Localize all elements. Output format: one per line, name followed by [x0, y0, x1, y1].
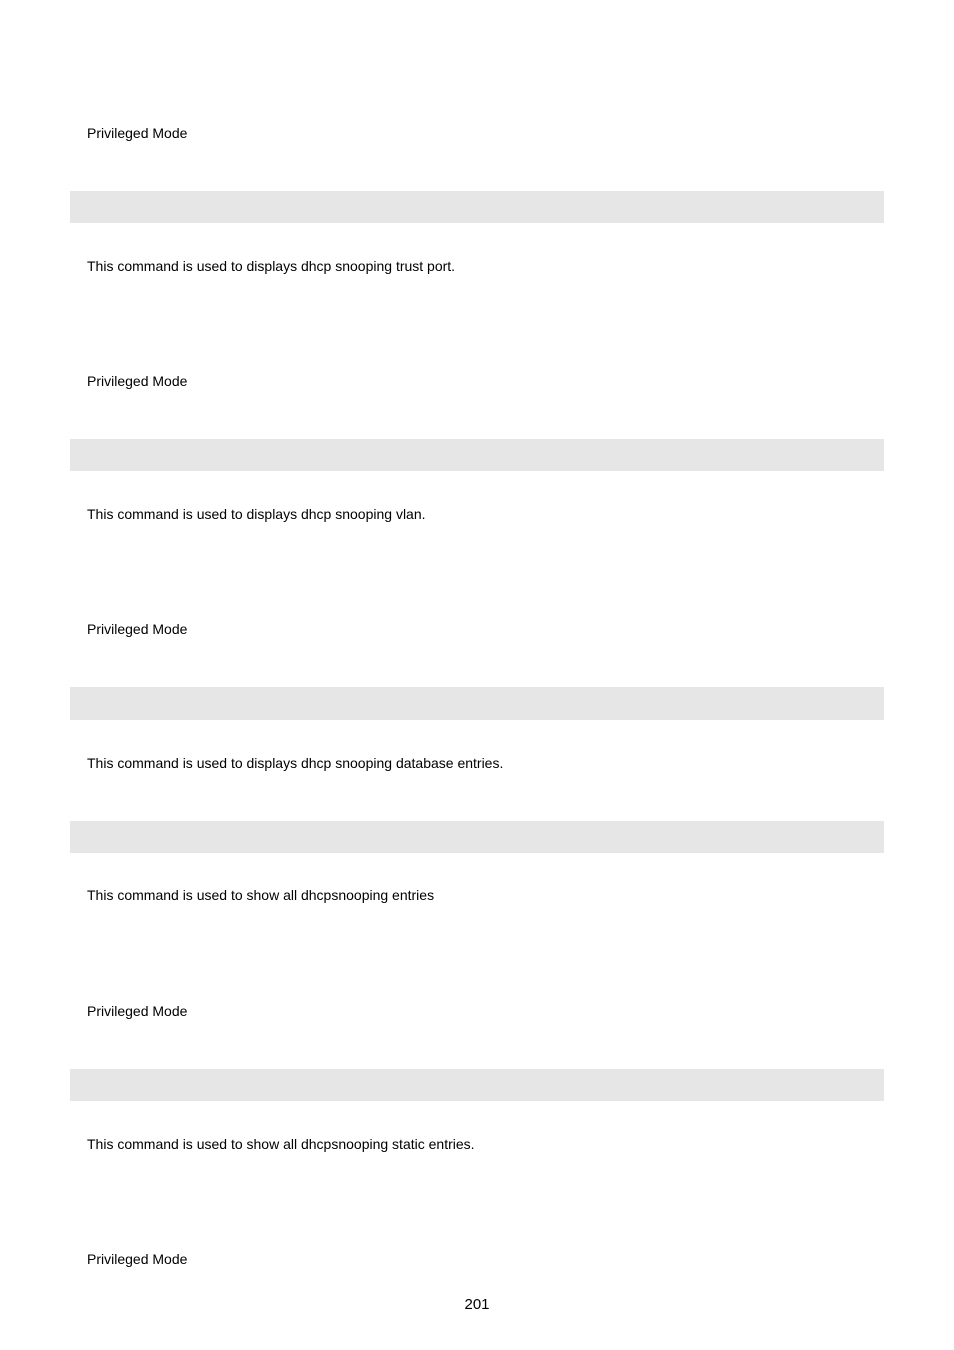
command-description: This command is used to show all dhcpsnooping static entries.: [87, 1136, 475, 1152]
default-mode-text: Privileged Mode: [87, 1251, 188, 1267]
page-number: 201: [464, 1296, 490, 1313]
default-mode-text: Privileged Mode: [87, 621, 188, 637]
command-description: This command is used to displays dhcp snooping vlan.: [87, 506, 426, 522]
command-header-band: [70, 1069, 884, 1101]
command-header-band: [70, 439, 884, 471]
command-description: This command is used to show all dhcpsnooping entries: [87, 887, 435, 903]
command-header-band: [70, 687, 884, 720]
default-mode-text: Privileged Mode: [87, 373, 188, 389]
command-description: This command is used to displays dhcp snooping database entries.: [87, 755, 504, 771]
default-mode-text: Privileged Mode: [87, 1003, 188, 1019]
command-header-band: [70, 191, 884, 223]
command-header-band: [70, 821, 884, 853]
command-description: This command is used to displays dhcp snooping trust port.: [87, 258, 456, 274]
default-mode-text: Privileged Mode: [87, 125, 188, 141]
